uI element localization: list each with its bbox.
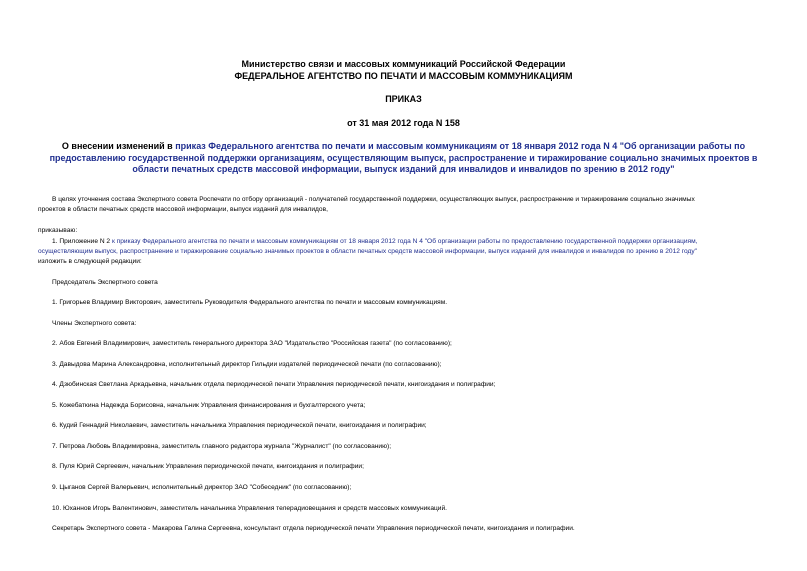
item-1-suffix: изложить в следующей редакции: [38,258,142,265]
member-item: 5. Кожебаткина Надежда Борисовна, начальник Управления финансирования и бухгалтерского учета; [52,402,366,409]
member-item: 3. Давыдова Марина Александровна, исполнительный директор Гильдии издателей периодической печати (по согласованию); [52,361,442,368]
item-1-line-2 [38,247,769,258]
chair-entry: 1. Григорьев Владимир Викторович, заместитель Руководителя Федерального агентства по печати и массовым коммуникациям. [52,299,448,306]
member-item: 8. Пуля Юрий Сергеевич, начальник Управления периодической печати, книгоиздания и полиграфии; [52,463,364,470]
item-1-line-1 [38,237,769,248]
intro-line-1: В целях уточнения состава Экспертного совета Роспечати по отбору организаций - получателей государственной поддержки, осуществляющих выпуск, распространение и тиражирование социально значимых [52,196,695,203]
document-type: ПРИКАЗ [385,94,422,104]
member-item: 10. Юханнов Игорь Валентинович, заместитель начальника Управления телерадиовещания и средств массовых коммуникаций. [52,505,447,512]
chair-heading: Председатель Экспертного совета [52,279,158,286]
document-page [38,0,769,571]
item-1-prefix: 1. Приложение N 2 [52,238,112,245]
member-item: 7. Петрова Любовь Владимировна, заместитель главного редактора журнала "Журналист" (по согласованию); [52,443,392,450]
member-item: 4. Дзюбинская Светлана Аркадьевна, начальник отдела периодической печати Управления периодической печати, книгоиздания и полиграфии; [52,381,496,388]
title-reference-link[interactable]: приказ Федерального агентства по печати и массовым коммуникациям от 18 января 2012 года N 4 "Об организации работы по предоставлению государственной поддержки организациям, осуществляющим выпуск, распространение и тиражирование социально значимых проектов в области печатных средств массовой информации, выпуск изданий для инвалидов и инвалидов по зрению в 2012 году" [49,141,758,174]
member-item: 6. Кудий Геннадий Николаевич, заместитель начальника Управления периодической печати, книгоиздания и полиграфии; [52,422,427,429]
member-item: 9. Цыганов Сергей Валерьевич, исполнительный директор ЗАО "Собеседник" (по согласованию); [52,484,352,491]
item-1-link[interactable]: к приказу Федерального агентства по печати и массовым коммуникациям от 18 января 2012 года N 4 "Об организации работы по предоставлению государственной поддержки организациям, [111,238,698,245]
document-title [38,141,769,176]
title-prefix: О внесении изменений в [61,141,176,151]
members-heading: Члены Экспертного совета: [52,320,137,327]
document-date-number: от 31 мая 2012 года N 158 [347,118,460,128]
intro-line-2: проектов в области печатных средств массовой информации, выпуск изданий для инвалидов, [38,206,328,213]
order-word: приказываю: [38,227,78,234]
agency-name: ФЕДЕРАЛЬНОЕ АГЕНТСТВО ПО ПЕЧАТИ И МАССОВЫМ КОММУНИКАЦИЯМ [234,71,573,81]
item-1-link-continued[interactable]: осуществляющим выпуск, распространение и тиражирование социально значимых проектов в области печатных средств массовой информации, выпуск изданий для инвалидов и инвалидов по зрению в 2012 году" [38,248,698,255]
ministry-name: Министерство связи и массовых коммуникаций Российской Федерации [241,59,566,69]
secretary-entry: Секретарь Экспертного совета - Макарова Галина Сергеевна, консультант отдела периодической печати Управления периодической печати, книгоиздания и полиграфии. [52,525,575,532]
member-item: 2. Абов Евгений Владимирович, заместитель генерального директора ЗАО "Издательство "Российская газета" (по согласованию); [52,340,452,347]
